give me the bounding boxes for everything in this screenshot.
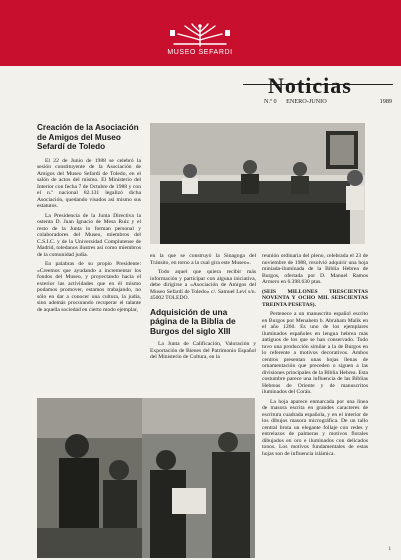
right-column [262, 253, 368, 460]
right-column-text [262, 253, 368, 457]
photo-meeting [150, 123, 365, 244]
article-paragraph: En palabras de su propio Presidente: «Creemos que ayudando a incrementar los fondos del Museo, y proyectando hacia el exterior las actividades que en él mismo podamos promover, estamos trabajando, no sólo en dar a conocer una cultura, la judía, sino además procurando recuperar el talante de aquella sociedad en cierto modo ejemplar, [37, 261, 141, 313]
issue-info [264, 98, 394, 105]
article-paragraph: La Presidencia de la Junta Directiva la ostenta D. Juan Ignacio de Mesa Ruiz y el resto de la Junta lo forman personal y colaboradores del Museo, miembros del C.S.I.C. y de la Universidad Complutense de Madrid, toledanos ilustres así como miembros de la comunidad judía. [37, 212, 141, 258]
article-paragraph: El 22 de Junio de 1988 se celebró la sesión constituyente de la Asociación de Amigos del Museo Sefardí de Toledo, en el salón de actos del mismo. El Ministerio del Interior con fecha 7 de Octubre de 1988 y con el n.º nacional 82.131 legalizó dicha Asociación, quedando visados así mismo sus estatutos. [37, 157, 141, 210]
issue-year: 1989 [379, 98, 392, 105]
middle-column-text [150, 253, 256, 302]
issue-period: ENERO-JUNIO [286, 98, 327, 105]
article-paragraph: La hoja aparece enmarcada por una línea de masora escrita en grandes caracteres de escritura cuadrada española, y en el interior de los dibujos masora micrográfica. De un tallo central brota un elegante follaje con redes y entrelazos de palmeras y motivos florales dibujados en oro e iluminados con delicados tonos. Los motivos fundamentales de estas hojas son de influencia islámica. [262, 398, 368, 457]
meeting-photo-illustration [150, 123, 365, 244]
sephardic-tree-logo-icon [166, 22, 234, 48]
article-association-body [37, 158, 141, 314]
issue-number: N.º 0 [264, 98, 277, 105]
price-in-words: (SEIS MILLONES TRESCIENTAS NOVENTA Y OCHO MIL SEISCIENTAS TREINTA PESETAS). [262, 288, 368, 308]
middle-column [150, 253, 256, 364]
article-paragraph: Todo aquel que quiera recibir más información y participar con alguna iniciativa, debe dirigirse a «Asociación de Amigos del Museo Sefardí de Toledo» c/. Samuel Leví s/n. 45002 TOLEDO. [150, 269, 256, 301]
museum-logo [150, 22, 250, 62]
title-divider [243, 84, 393, 85]
photo-visitors-left [37, 398, 142, 558]
visitors-photo-illustration [142, 398, 255, 558]
article-association-heading: Creación de la Asociación de Amigos del Museo Sefardí de Toledo [37, 123, 139, 152]
header-band [0, 0, 401, 66]
article-paragraph: La Junta de Calificación, Valoración y Exportación de Bienes del Patrimonio Español del Ministerio de Cultura, en la [150, 341, 256, 361]
article-paragraph: Pertenece a un manuscrito español escrito en Burgos por Menahem b. Abraham Malik en el año 1260. Es uno de los ejemplares iluminados españoles en lengua hebrea más antiguos de los que se han conservado. Todo tuvo una producción similar a la de Burgos en lo referente a motivos decorativos. Ambos centros presentan unas hojas llenas de ornamentación que preceden o siguen a las divisiones principales de la Biblia Hebrea. Esta costumbre parece una influencia de las Biblias Hebreas de Oriente y de manuscritos iluminados del Corán. [262, 311, 368, 395]
page-title: Noticias [268, 73, 352, 98]
article-paragraph: en la que se construyó la Sinagoga del Tránsito, en torno a la cual gira este Museo». [150, 253, 256, 266]
article-bible-intro [150, 341, 256, 361]
page-number: 1 [388, 547, 391, 552]
visitors-photo-illustration [37, 398, 142, 558]
museum-logo-text: MUSEO SEFARDI [167, 49, 233, 56]
article-bible-heading: Adquisición de una página de la Biblia de Burgos del siglo XIII [150, 306, 236, 336]
article-paragraph: reunión ordinaria del pleno, celebrada el 23 de noviembre de 1988, resolvió adquirir una hoja miniada-iluminada de la Biblia Hebrea de Burgos, ofertada por D. Manuel Ramos Armero en 6.398.630 ptas. [262, 253, 368, 285]
article-association [37, 123, 141, 316]
photo-visitors-right [142, 398, 255, 558]
